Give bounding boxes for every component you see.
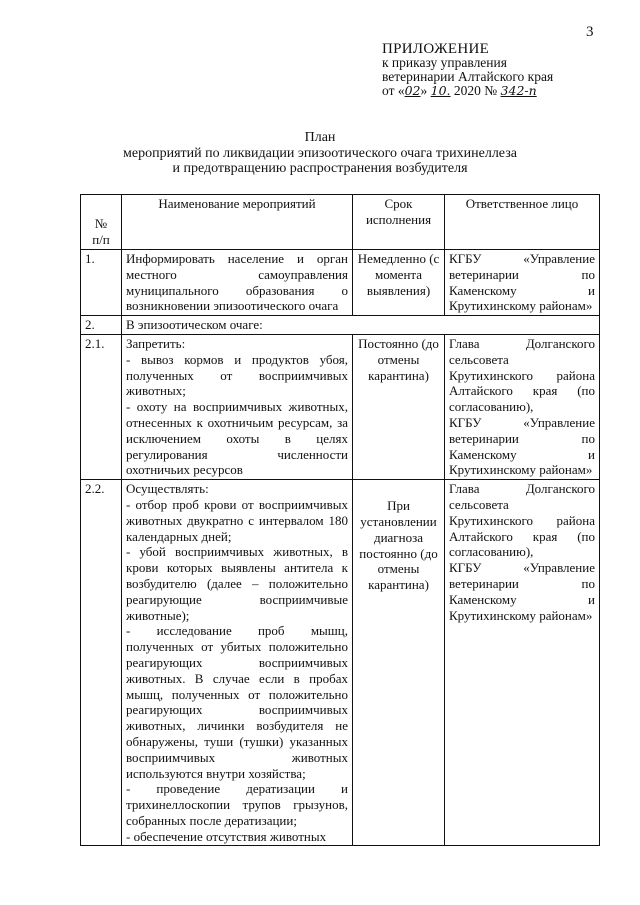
order-number: 342-п bbox=[500, 83, 537, 98]
header-num-line-1: № bbox=[94, 216, 108, 232]
row-num: 2.2. bbox=[81, 480, 122, 846]
plan-title-line-3: и предотвращению распространения возбудителя bbox=[172, 161, 468, 176]
row-num: 2.1. bbox=[81, 334, 122, 479]
date-year: 2020 № bbox=[450, 83, 501, 98]
table-row bbox=[81, 480, 600, 846]
table-row bbox=[81, 250, 600, 316]
header-term: Срок исполнения bbox=[353, 195, 445, 250]
row-name: Информировать население и орган местного самоуправления муниципального образования о возникновении эпизоотического очага bbox=[122, 250, 353, 316]
row-name: В эпизоотическом очаге: bbox=[122, 316, 600, 335]
header-name: Наименование мероприятий bbox=[122, 195, 353, 250]
table-row bbox=[81, 334, 600, 479]
date-day: 02 bbox=[404, 83, 421, 98]
header-responsible: Ответственное лицо bbox=[445, 195, 600, 250]
row-term: Немедленно (с момента выявления) bbox=[353, 250, 445, 316]
appendix-line-2: ветеринарии Алтайского края bbox=[382, 69, 554, 84]
row-term: Постоянно (до отмены карантина) bbox=[353, 334, 445, 479]
row-responsible: Глава Долганского сельсовета Крутихинского района Алтайского края (по согласованию), КГБУ «Управление ветеринарии по Каменскому и Крутихинскому районам» bbox=[445, 480, 600, 846]
row-responsible: КГБУ «Управление ветеринарии по Каменскому и Крутихинскому районам» bbox=[445, 250, 600, 316]
row-name: Запретить: - вывоз кормов и продуктов убоя, полученных от восприимчивых животных; - охоту на восприимчивых животных, отнесенных к охотничьим ресурсам, за исключением охоты в целях регулирования численности охотничьих ресурсов bbox=[122, 334, 353, 479]
row-num: 1. bbox=[81, 250, 122, 316]
page-number: 3 bbox=[586, 24, 594, 40]
plan-title-line-1: План bbox=[304, 130, 336, 145]
appendix-date-line bbox=[382, 84, 553, 98]
row-term: При установлении диагноза постоянно (до отмены карантина) bbox=[353, 480, 445, 846]
date-prefix: от « bbox=[382, 83, 405, 98]
row-name: Осуществлять: - отбор проб крови от восприимчивых животных двукратно с интервалом 180 календарных дней; - убой восприимчивых животных, в крови которых выявлены антитела к возбудителю (далее – положительно реагирующие восприимчивые животные); - исследование проб мышц, полученных от убитых положительно реагирующих восприимчивых животных. В случае если в пробах мышц, полученных от положительно реагирующих восприимчивых животных, личинки возбудителя не обнаружены, туши (тушки) указанных восприимчивых животных используются внутри хозяйства; - проведение дератизации и трихинеллоскопии трупов грызунов, собранных после дератизации; - обеспечение отсутствия животных bbox=[122, 480, 353, 846]
header-num bbox=[81, 195, 122, 250]
table-header-row bbox=[81, 195, 600, 250]
plan-table bbox=[80, 194, 600, 846]
row-responsible: Глава Долганского сельсовета Крутихинского района Алтайского края (по согласованию), КГБУ «Управление ветеринарии по Каменскому и Крутихинскому районам» bbox=[445, 334, 600, 479]
date-month: 10. bbox=[430, 83, 451, 98]
date-mid: » bbox=[420, 83, 431, 98]
table-row bbox=[81, 316, 600, 335]
header-num-line-2: п/п bbox=[92, 232, 110, 248]
appendix-title: ПРИЛОЖЕНИЕ bbox=[382, 41, 490, 57]
plan-title bbox=[0, 130, 640, 177]
plan-title-line-2: мероприятий по ликвидации эпизоотического очага трихинеллеза bbox=[123, 145, 517, 161]
row-num: 2. bbox=[81, 316, 122, 335]
appendix-line-1: к приказу управления bbox=[382, 55, 507, 70]
appendix-block bbox=[382, 42, 553, 98]
